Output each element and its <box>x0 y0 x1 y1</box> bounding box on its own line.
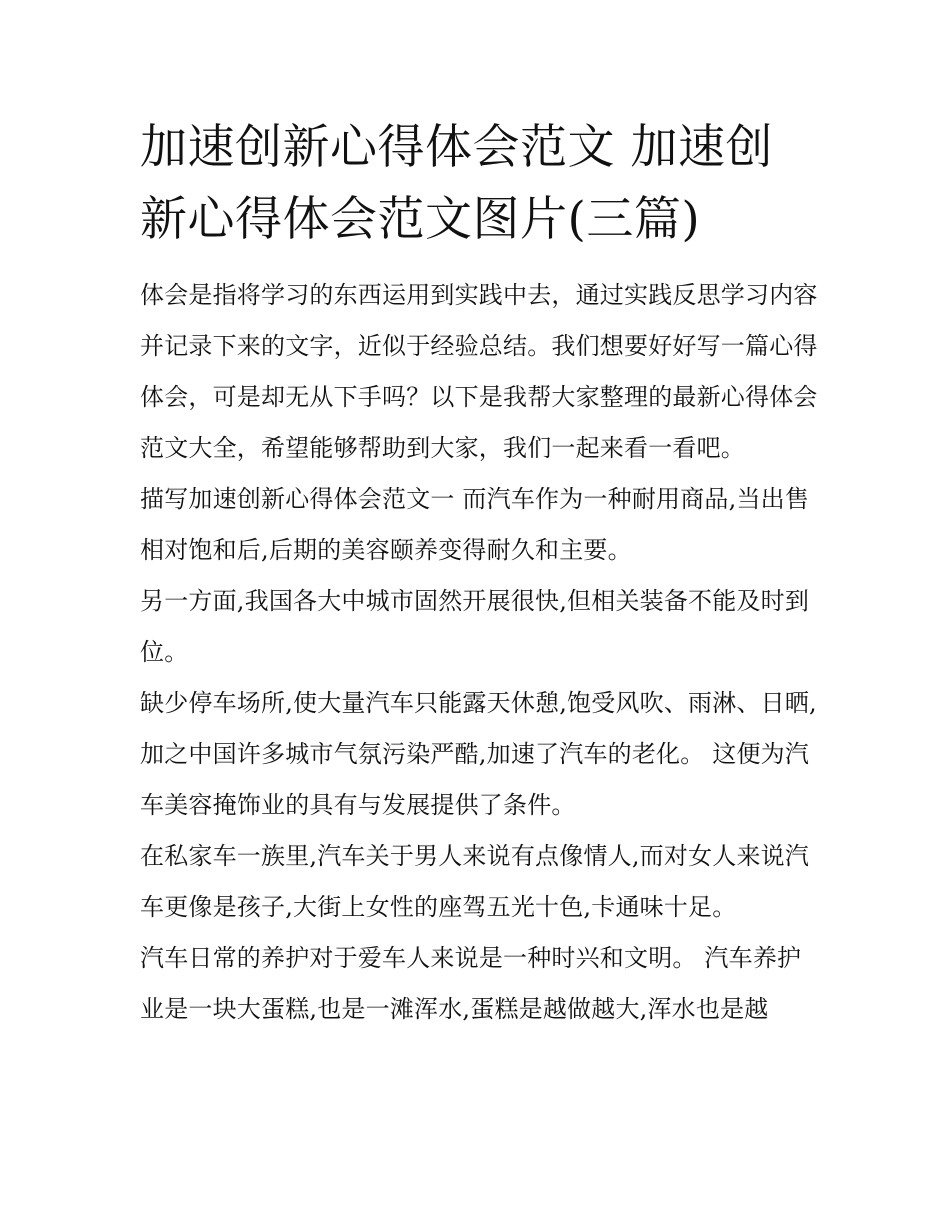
paragraph-intro: 体会是指将学习的东西运用到实践中去，通过实践反思学习内容并记录下来的文字，近似于经验总结。我们想要好好写一篇心得体会，可是却无从下手吗？以下是我帮大家整理的最新心得体会范文大全，希望能够帮助到大家，我们一起来看一看吧。 <box>140 281 818 462</box>
paragraph-1: 描写加速创新心得体会范文一 而汽车作为一种耐用商品,当出售相对饱和后,后期的美容颐养变得耐久和主要。 <box>140 485 810 564</box>
paragraph-5: 汽车日常的养护对于爱车人来说是一种时兴和文明。 汽车养护业是一块大蛋糕,也是一滩浑水,蛋糕是越做越大,浑水也是越 <box>140 944 802 1023</box>
paragraph-3: 缺少停车场所,使大量汽车只能露天休憩,饱受风吹、雨淋、日晒,加之中国许多城市气氛污染严酷,加速了汽车的老化。 这便为汽车美容掩饰业的具有与发展提供了条件。 <box>140 689 817 819</box>
document-body <box>140 112 820 1035</box>
paragraph-4: 在私家车一族里,汽车关于男人来说有点像情人,而对女人来说汽车更像是孩子,大街上女性的座驾五光十色,卡通味十足。 <box>140 842 810 921</box>
paragraph-2: 另一方面,我国各大中城市固然开展很快,但相关装备不能及时到位。 <box>140 587 810 666</box>
document-title: 加速创新心得体会范文 加速创新心得体会范文图片(三篇) <box>140 120 773 247</box>
